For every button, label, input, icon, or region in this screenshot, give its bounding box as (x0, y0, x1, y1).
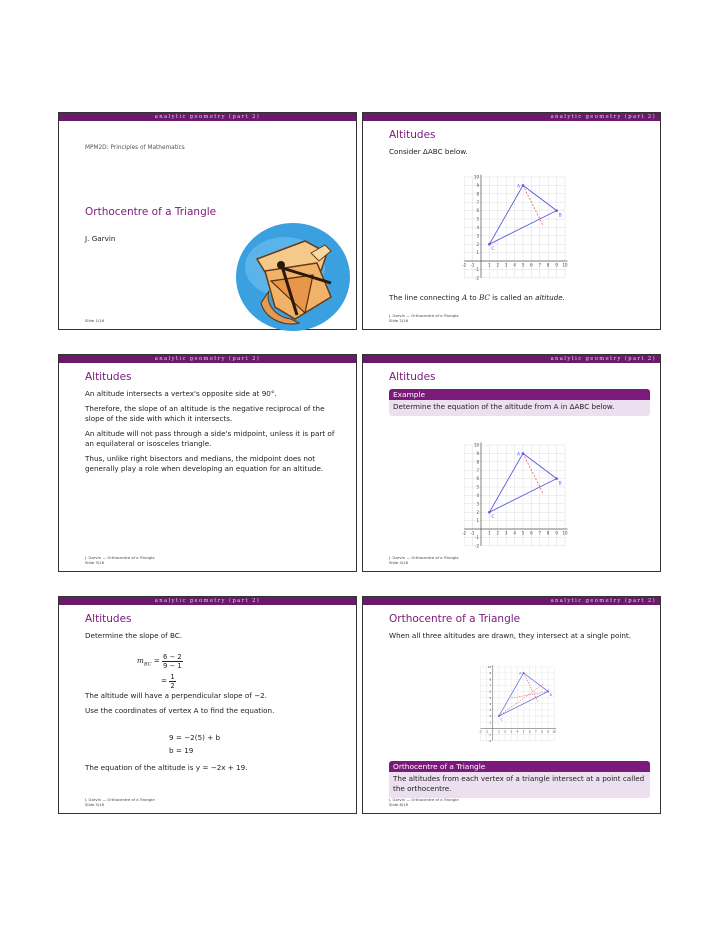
vertex-point (522, 452, 525, 455)
x-tick-label: 6 (530, 262, 533, 268)
x-tick-label: 4 (513, 530, 516, 536)
x-tick-label: 7 (538, 530, 542, 536)
x-tick-label: 2 (496, 530, 500, 536)
y-tick-label: 5 (489, 695, 492, 700)
vertex-label: B (558, 213, 562, 219)
definition-block-body: The altitudes from each vertex of a triangle intersect at a point called the orthocentre. (389, 772, 650, 798)
y-tick-label: -2 (488, 738, 492, 743)
x-tick-label: 3 (510, 729, 513, 734)
y-tick-label: 3 (476, 501, 479, 507)
x-tick-label: 10 (562, 530, 568, 536)
vertex-label: A (517, 452, 521, 458)
solution-text: Determine the slope of BC. (85, 631, 183, 640)
slide-footer: J. Garvin — Orthocentre of a Triangle Slide 6/16 (389, 797, 459, 807)
x-tick-label: 3 (504, 530, 508, 536)
slide-header: analytic geometry (part 2) (363, 113, 660, 121)
altitude-from-a (523, 453, 543, 493)
slide-number: Slide 3/16 (85, 560, 104, 565)
x-tick-label: 5 (521, 262, 525, 268)
slide-footer: J. Garvin — Orthocentre of a Triangle Slide 3/16 (85, 555, 155, 565)
solution-steps: The altitude will have a perpendicular slope of −2. Use the coordinates of vertex A to find the equation. (85, 691, 275, 715)
slide-4 (362, 354, 661, 572)
y-tick-label: 1 (476, 250, 479, 256)
slide-number: Slide 2/16 (389, 318, 408, 323)
orthocentre-graph (473, 661, 555, 743)
y-tick-label: 8 (489, 677, 492, 682)
slide-5 (58, 596, 357, 814)
y-tick-label: 7 (476, 199, 479, 205)
x-tick-label: 9 (555, 530, 558, 536)
x-tick-label: 5 (522, 729, 525, 734)
slide-1 (58, 112, 357, 330)
vertex-point (547, 691, 549, 693)
slide-title: Altitudes (85, 371, 132, 383)
y-tick-label: 6 (476, 476, 479, 482)
slide-3 (58, 354, 357, 572)
altitude-from-c (499, 684, 543, 716)
slope-equation: $m_{BC}$ = $\frac{6 - 2}{9 - 1}$ = $\frac{1}{2}$ (137, 652, 182, 690)
x-tick-label: 9 (555, 262, 558, 268)
y-tick-label: 7 (489, 683, 492, 688)
slide-number: Slide 5/16 (85, 802, 104, 807)
x-tick-label: -2 (462, 262, 467, 268)
final-equation: The equation of the altitude is y = −2x + 19. (85, 763, 248, 772)
example-block-body: Determine the equation of the altitude from A in ΔABC below. (389, 400, 650, 416)
slide-header: analytic geometry (part 2) (59, 113, 356, 121)
slide-6 (362, 596, 661, 814)
x-tick-label: 10 (552, 729, 557, 734)
x-tick-label: 6 (530, 530, 533, 536)
x-tick-label: 5 (521, 530, 525, 536)
author-name: J. Garvin (85, 234, 116, 243)
definition-block-title: Orthocentre of a Triangle (389, 761, 650, 772)
vertex-point (498, 715, 500, 717)
y-tick-label: 10 (473, 174, 479, 180)
slide-number: Slide 6/16 (389, 802, 408, 807)
y-tick-label: 7 (476, 467, 479, 473)
slide-number: Slide 4/16 (389, 560, 408, 565)
y-tick-label: 8 (476, 459, 479, 465)
vertex-point (555, 209, 558, 212)
x-tick-label: 4 (513, 262, 516, 268)
definition-block (389, 761, 650, 798)
vertex-point (555, 477, 558, 480)
y-tick-label: -1 (475, 267, 479, 272)
y-tick-label: 10 (487, 665, 492, 670)
y-tick-label: 4 (489, 701, 492, 706)
example-block (389, 389, 650, 416)
altitude-caption: The line connecting A to BC is called an altitude. (389, 293, 565, 302)
y-tick-label: 6 (476, 208, 479, 214)
x-tick-label: -1 (470, 530, 475, 536)
slide-header: analytic geometry (part 2) (59, 597, 356, 605)
slide-footer: J. Garvin — Orthocentre of a Triangle Slide 2/16 (389, 313, 459, 323)
slide-2 (362, 112, 661, 330)
y-tick-label: -2 (475, 543, 479, 549)
triangle-graph (455, 437, 568, 549)
x-tick-label: 7 (534, 729, 537, 734)
x-tick-label: 1 (488, 262, 491, 268)
x-tick-label: 9 (547, 729, 550, 734)
altitude-from-b (511, 691, 549, 698)
x-tick-label: 6 (528, 729, 531, 734)
y-tick-label: 3 (476, 233, 479, 239)
y-tick-label: 4 (476, 493, 479, 498)
slide-number: Slide 1/16 (85, 318, 104, 323)
intro-text: When all three altitudes are drawn, they intersect at a single point. (389, 631, 632, 640)
x-tick-label: 7 (538, 262, 542, 268)
slide-title: Orthocentre of a Triangle (85, 206, 217, 218)
vertex-point (523, 672, 525, 674)
slide-header: analytic geometry (part 2) (59, 355, 356, 363)
y-tick-label: 8 (476, 191, 479, 197)
altitude-notes: An altitude intersects a vertex's opposite side at 90°. Therefore, the slope of an altitude is the negative reciprocal of the slope of the side with which it intersects. An altitude will not pass through a side's midpoint, unless it is part of an equilateral or isosceles triangle. Thus, unlike right bisectors and medians, the midpoint does not generally play a role when developing an equation for an altitude. (85, 389, 335, 473)
x-tick-label: 10 (562, 262, 568, 268)
vertex-label: C (491, 247, 495, 253)
vertex-label: A (517, 184, 521, 190)
vertex-label: A (519, 671, 522, 676)
slide-footer: J. Garvin — Orthocentre of a Triangle Slide 5/16 (85, 797, 155, 807)
triangle-graph (455, 169, 568, 281)
y-tick-label: -1 (488, 732, 492, 737)
y-tick-label: 2 (476, 241, 479, 247)
intro-text: Consider ΔABC below. (389, 147, 468, 156)
slide-header: analytic geometry (part 2) (363, 597, 660, 605)
y-tick-label: 2 (489, 714, 492, 719)
slide-title: Orthocentre of a Triangle (389, 613, 521, 625)
y-tick-label: 4 (476, 225, 479, 230)
vertex-label: B (558, 481, 562, 487)
vertex-point (488, 511, 491, 514)
intercept-equations: 9 = −2(5) + b b = 19 (169, 733, 221, 755)
x-tick-label: -1 (485, 729, 489, 734)
slide-title: Altitudes (389, 371, 436, 383)
x-tick-label: -2 (462, 530, 467, 536)
x-tick-label: -1 (470, 262, 475, 268)
x-tick-label: 8 (541, 729, 543, 734)
altitude-from-a (524, 673, 539, 703)
example-block-title: Example (389, 389, 650, 400)
y-tick-label: -2 (475, 275, 479, 281)
slide-title: Altitudes (389, 129, 436, 141)
y-tick-label: -1 (475, 535, 479, 540)
slide-header: analytic geometry (part 2) (363, 355, 660, 363)
vertex-point (522, 184, 525, 187)
y-tick-label: 1 (489, 720, 492, 725)
vertex-label: C (500, 717, 503, 722)
y-tick-label: 5 (476, 484, 479, 490)
geometry-tools-clipart (235, 223, 353, 331)
x-tick-label: 3 (504, 262, 508, 268)
slide-title: Altitudes (85, 613, 132, 625)
vertex-label: B (549, 692, 552, 697)
y-tick-label: 2 (476, 509, 479, 515)
slide-footer (85, 318, 104, 323)
x-tick-label: 8 (546, 262, 550, 268)
x-tick-label: 2 (496, 262, 500, 268)
slide-footer: J. Garvin — Orthocentre of a Triangle Slide 4/16 (389, 555, 459, 565)
course-label: MPM2D: Principles of Mathematics (85, 145, 185, 151)
x-tick-label: 1 (488, 530, 491, 536)
x-tick-label: -2 (479, 729, 482, 734)
x-tick-label: 8 (546, 530, 550, 536)
y-tick-label: 3 (489, 708, 492, 713)
x-tick-label: 4 (516, 729, 519, 734)
y-tick-label: 9 (476, 451, 479, 456)
x-tick-label: 1 (497, 729, 500, 734)
vertex-label: C (491, 515, 495, 521)
altitude-from-a (523, 185, 543, 225)
vertex-point (488, 243, 491, 246)
y-tick-label: 9 (489, 671, 492, 676)
y-tick-label: 9 (476, 183, 479, 188)
y-tick-label: 10 (473, 442, 479, 448)
y-tick-label: 6 (489, 689, 492, 694)
x-tick-label: 2 (504, 729, 506, 734)
y-tick-label: 1 (476, 518, 479, 524)
y-tick-label: 5 (476, 216, 479, 222)
